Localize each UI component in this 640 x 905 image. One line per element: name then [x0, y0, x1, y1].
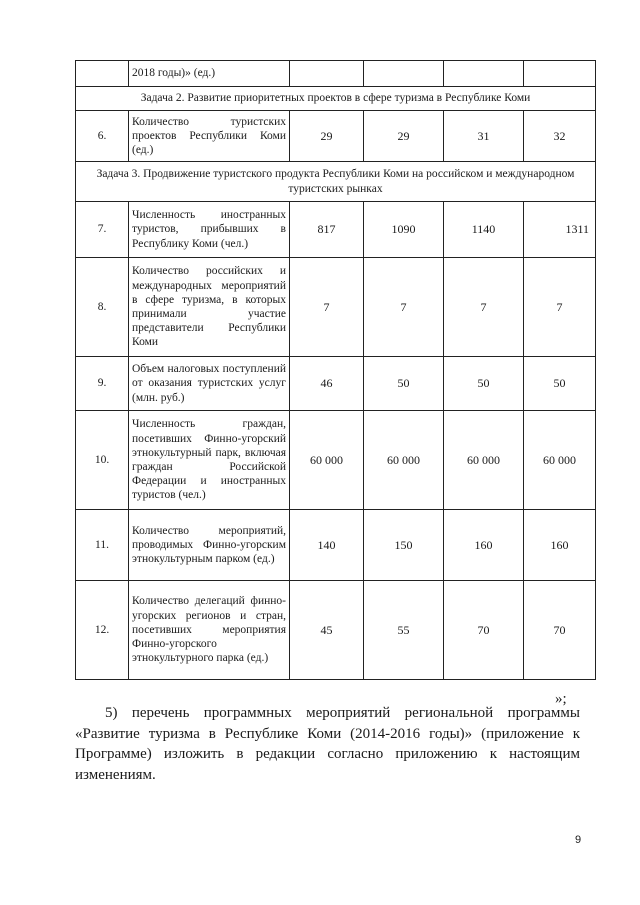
- indicator-value: 31: [444, 111, 524, 162]
- table-row: [76, 61, 596, 87]
- indicator-value: 45: [290, 581, 364, 680]
- indicator-name: Количество российских и международных мероприятий в сфере туризма, в которых принимали участие представители Республики Коми: [129, 258, 290, 357]
- indicator-value: 50: [364, 357, 444, 411]
- indicator-value: 55: [364, 581, 444, 680]
- indicator-value: 7: [444, 258, 524, 357]
- indicator-value: 29: [364, 111, 444, 162]
- indicator-value: 140: [290, 510, 364, 581]
- row-number: 11.: [76, 510, 129, 581]
- indicator-value: 7: [290, 258, 364, 357]
- task-2-title: Задача 2. Развитие приоритетных проектов в сфере туризма в Республике Коми: [76, 87, 596, 111]
- table-row: [76, 357, 596, 411]
- table-row: [76, 510, 596, 581]
- indicator-value: 46: [290, 357, 364, 411]
- row-number: 7.: [76, 202, 129, 258]
- task-3-title: Задача 3. Продвижение туристского продукта Республики Коми на российском и международном туристских рынках: [76, 162, 596, 202]
- indicator-name: 2018 годы)» (ед.): [129, 61, 290, 87]
- page-number: 9: [575, 834, 582, 846]
- table-row: [76, 258, 596, 357]
- indicator-value: 32: [524, 111, 596, 162]
- closing-quote: »;: [555, 691, 567, 707]
- indicator-name: Объем налоговых поступлений от оказания туристских услуг (млн. руб.): [129, 357, 290, 411]
- indicator-value: 60 000: [444, 411, 524, 510]
- indicator-value: 29: [290, 111, 364, 162]
- indicator-value: 50: [524, 357, 596, 411]
- indicator-name: Численность иностранных туристов, прибывших в Республику Коми (чел.): [129, 202, 290, 258]
- indicators-table: [75, 60, 596, 680]
- table-row: [76, 111, 596, 162]
- row-number: 6.: [76, 111, 129, 162]
- indicator-value: 1090: [364, 202, 444, 258]
- table-row: [76, 411, 596, 510]
- indicator-value: 70: [444, 581, 524, 680]
- row-number: [76, 61, 129, 87]
- indicator-value: 60 000: [524, 411, 596, 510]
- indicator-value: 60 000: [364, 411, 444, 510]
- row-number: 9.: [76, 357, 129, 411]
- indicator-value: 1140: [444, 202, 524, 258]
- indicator-name: Количество делегаций финно-угорских регионов и стран, посетивших мероприятия Финно-угорского этнокультурного парка (ед.): [129, 581, 290, 680]
- row-number: 10.: [76, 411, 129, 510]
- indicator-value: 1311: [524, 202, 596, 258]
- row-number: 8.: [76, 258, 129, 357]
- indicator-name: Количество мероприятий, проводимых Финно-угорским этнокультурным парком (ед.): [129, 510, 290, 581]
- row-number: 12.: [76, 581, 129, 680]
- indicator-value: 7: [364, 258, 444, 357]
- table-row: [76, 202, 596, 258]
- indicator-value: 70: [524, 581, 596, 680]
- body-paragraph: 5) перечень программных мероприятий региональной программы «Развитие туризма в Республике Коми (2014-2016 годы)» (приложение к Программе) изложить в редакции согласно приложению к настоящим изменениям.: [75, 705, 580, 783]
- indicator-value: 817: [290, 202, 364, 258]
- indicator-name: Численность граждан, посетивших Финно-угорский этнокультурный парк, включая граждан Российской Федерации и иностранных туристов (чел.): [129, 411, 290, 510]
- indicator-value: 50: [444, 357, 524, 411]
- indicator-value: 150: [364, 510, 444, 581]
- indicator-value: 160: [524, 510, 596, 581]
- indicator-value: 160: [444, 510, 524, 581]
- table-row: [76, 581, 596, 680]
- task-header-row: [76, 162, 596, 202]
- indicator-value: 60 000: [290, 411, 364, 510]
- task-header-row: [76, 87, 596, 111]
- indicator-name: Количество туристских проектов Республики Коми (ед.): [129, 111, 290, 162]
- indicator-value: 7: [524, 258, 596, 357]
